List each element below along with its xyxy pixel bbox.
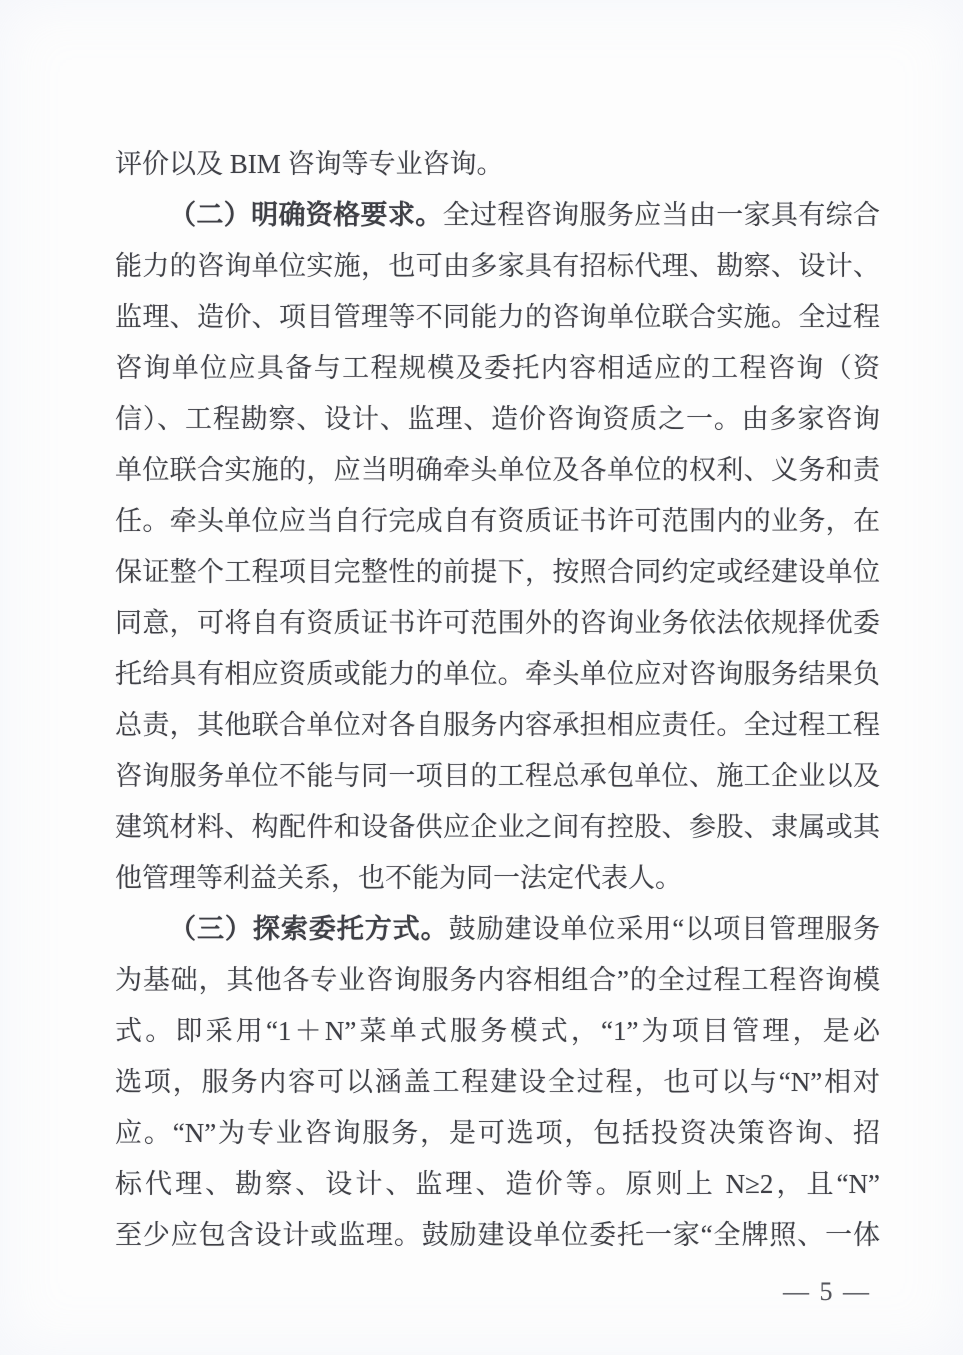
text-line <box>115 649 880 700</box>
paragraph <box>115 904 880 1261</box>
text-segment: 任。牵头单位应当自行完成自有资质证书许可范围内的业务，在 <box>115 506 880 536</box>
text-segment: 选项，服务内容可以涵盖工程建设全过程，也可以与“N”相对 <box>115 1067 880 1097</box>
paragraph <box>115 190 880 904</box>
text-line <box>115 1057 880 1108</box>
text-line <box>115 700 880 751</box>
text-segment: 咨询服务单位不能与同一项目的工程总承包单位、施工企业以及 <box>115 761 880 791</box>
text-line <box>115 241 880 292</box>
text-line <box>115 547 880 598</box>
document-body <box>115 139 880 1261</box>
text-line <box>115 139 880 190</box>
text-segment: 能力的咨询单位实施，也可由多家具有招标代理、勘察、设计、 <box>115 251 880 281</box>
text-line <box>115 1108 880 1159</box>
text-line <box>115 445 880 496</box>
text-segment: 监理、造价、项目管理等不同能力的咨询单位联合实施。全过程 <box>115 302 880 332</box>
text-line <box>115 802 880 853</box>
text-segment: 鼓励建设单位采用“以项目管理服务 <box>448 914 880 944</box>
text-segment: 同意，可将自有资质证书许可范围外的咨询业务依法依规择优委 <box>115 608 880 638</box>
text-segment: 咨询单位应具备与工程规模及委托内容相适应的工程咨询（资 <box>115 353 880 383</box>
text-segment: 全过程咨询服务应当由一家具有综合 <box>442 200 880 230</box>
page-number: — 5 — <box>783 1277 871 1306</box>
text-line <box>115 1210 880 1261</box>
text-line <box>115 853 880 904</box>
text-line <box>115 292 880 343</box>
text-line <box>115 1006 880 1057</box>
text-segment: 应。“N”为专业咨询服务，是可选项，包括投资决策咨询、招 <box>115 1118 880 1148</box>
text-segment: 式。即采用“1＋N”菜单式服务模式，“1”为项目管理，是必 <box>115 1016 880 1046</box>
text-segment: 建筑材料、构配件和设备供应企业之间有控股、参股、隶属或其 <box>115 812 880 842</box>
text-line <box>115 496 880 547</box>
text-line <box>115 343 880 394</box>
section-heading: （二）明确资格要求。 <box>169 200 443 230</box>
text-line <box>115 190 880 241</box>
text-segment: 信）、工程勘察、设计、监理、造价咨询资质之一。由多家咨询 <box>115 404 880 434</box>
text-line <box>115 394 880 445</box>
text-segment: 保证整个工程项目完整性的前提下，按照合同约定或经建设单位 <box>115 557 880 587</box>
paragraph <box>115 139 880 190</box>
text-segment: 单位联合实施的，应当明确牵头单位及各单位的权利、义务和责 <box>115 455 880 485</box>
text-segment: 为基础，其他各专业咨询服务内容相组合”的全过程工程咨询模 <box>115 965 880 995</box>
text-line <box>115 1159 880 1210</box>
text-segment: 评价以及 BIM 咨询等专业咨询。 <box>115 149 504 179</box>
text-segment: 他管理等利益关系，也不能为同一法定代表人。 <box>115 863 682 893</box>
text-line <box>115 955 880 1006</box>
text-line <box>115 904 880 955</box>
text-segment: 标代理、勘察、设计、监理、造价等。原则上 N≥2，且“N” <box>115 1169 880 1199</box>
text-segment: 至少应包含设计或监理。鼓励建设单位委托一家“全牌照、一体 <box>115 1220 880 1250</box>
text-line <box>115 598 880 649</box>
text-line <box>115 751 880 802</box>
text-segment: 托给具有相应资质或能力的单位。牵头单位应对咨询服务结果负 <box>115 659 880 689</box>
text-segment: 总责，其他联合单位对各自服务内容承担相应责任。全过程工程 <box>115 710 880 740</box>
section-heading: （三）探索委托方式。 <box>169 914 449 944</box>
